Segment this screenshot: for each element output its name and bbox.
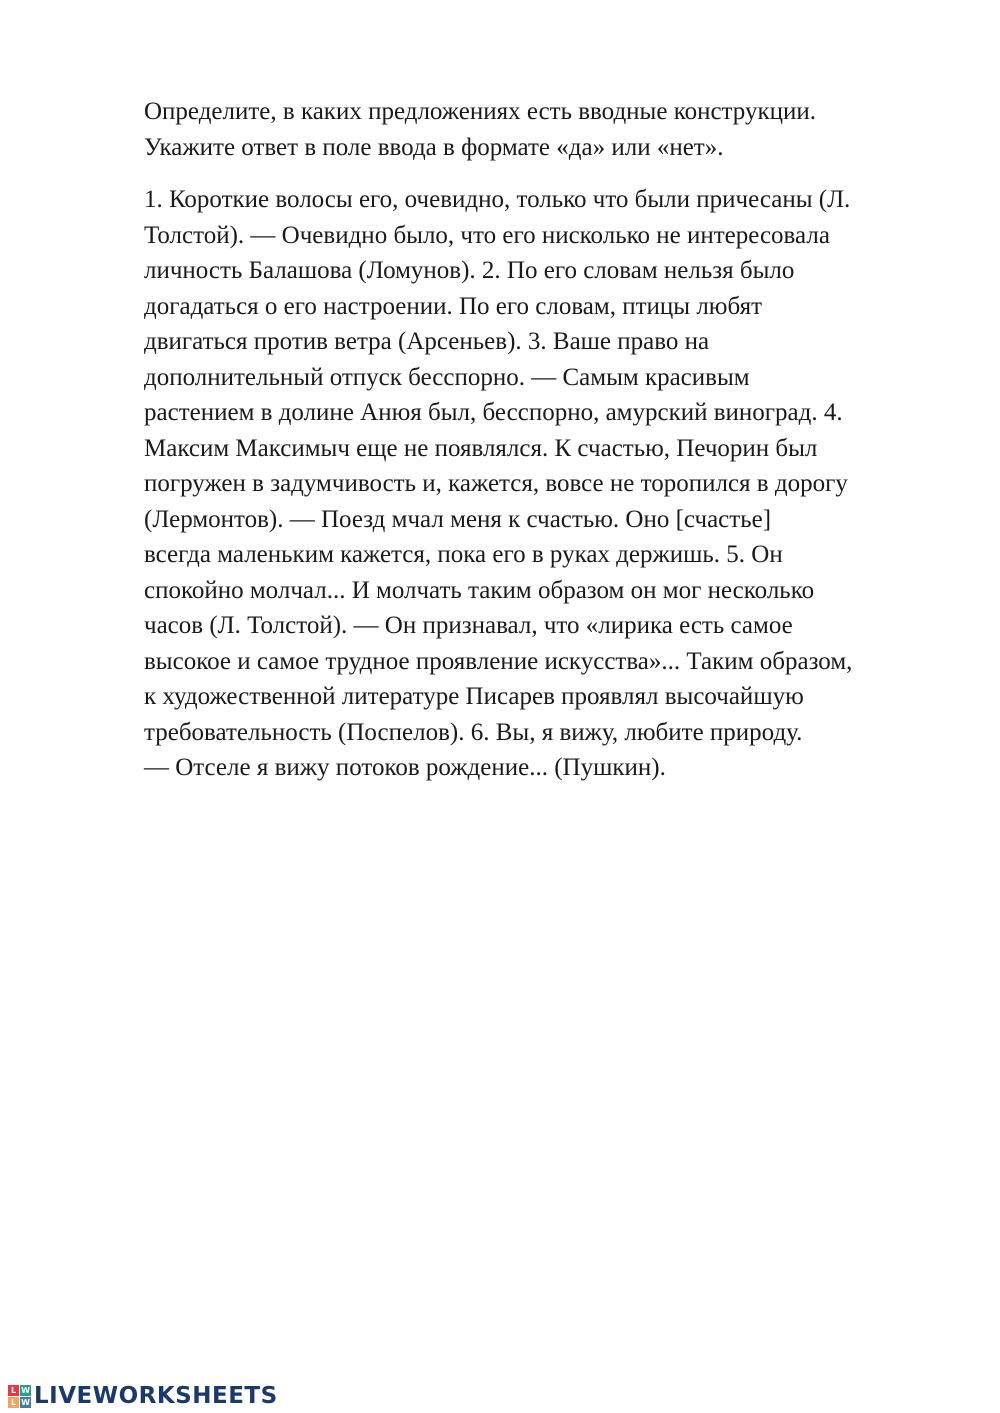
liveworksheets-logo — [8, 1380, 278, 1412]
exercise-line: растением в долине Анюя был, бесспорно, амурский виноград. 4. — [144, 399, 843, 426]
logo-blocks-icon — [8, 1385, 31, 1408]
exercise-line: 1. Короткие волосы его, очевидно, только что были причесаны (Л. — [144, 186, 851, 213]
logo-block: L — [8, 1397, 19, 1408]
exercise-line: погружен в задумчивость и, кажется, вовсе не торопился в дорогу — [144, 470, 848, 497]
exercise-line: догадаться о его настроении. По его словам, птицы любят — [144, 292, 763, 320]
exercise-line: Толстой). — Очевидно было, что его нисколько не интересовала — [144, 221, 830, 249]
logo-block: W — [21, 1385, 30, 1395]
instructions-paragraph — [144, 94, 934, 165]
exercise-line: высокое и самое трудное проявление искусства»... Таким образом, — [144, 647, 853, 675]
exercise-line: дополнительный отпуск бесспорно. — Самым красивым — [144, 363, 750, 391]
exercise-line: Максим Максимыч еще не появлялся. К счастью, Печорин был — [144, 434, 818, 462]
exercise-text — [144, 182, 934, 786]
exercise-line: (Лермонтов). — Поезд мчал меня к счастью. Оно [счастье] — [144, 505, 772, 533]
exercise-line: всегда маленьким кажется, пока его в руках держишь. 5. Он — [144, 541, 783, 568]
exercise-line: личность Балашова (Ломунов). 2. По его словам нельзя было — [144, 257, 795, 284]
instructions-line: Определите, в каких предложениях есть вводные конструкции. — [144, 98, 816, 125]
exercise-line: спокойно молчал... И молчать таким образом он мог несколько — [144, 576, 815, 604]
exercise-line: требовательность (Поспелов). 6. Вы, я вижу, любите природу. — [144, 718, 803, 746]
exercise-line: двигаться против ветра (Арсеньев). 3. Ваше право на — [144, 328, 710, 355]
logo-block: L — [8, 1385, 19, 1396]
exercise-line: часов (Л. Толстой). — Он признавал, что «лирика есть самое — [144, 612, 793, 639]
exercise-line: — Отселе я вижу потоков рождение... (Пушкин). — [144, 754, 666, 781]
exercise-line: к художественной литературе Писарев проявлял высочайшую — [144, 683, 804, 710]
logo-text: LIVEWORKSHEETS — [34, 1383, 278, 1409]
logo-block: W — [21, 1397, 30, 1407]
instructions-line: Укажите ответ в поле ввода в формате «да» или «нет». — [144, 133, 724, 161]
